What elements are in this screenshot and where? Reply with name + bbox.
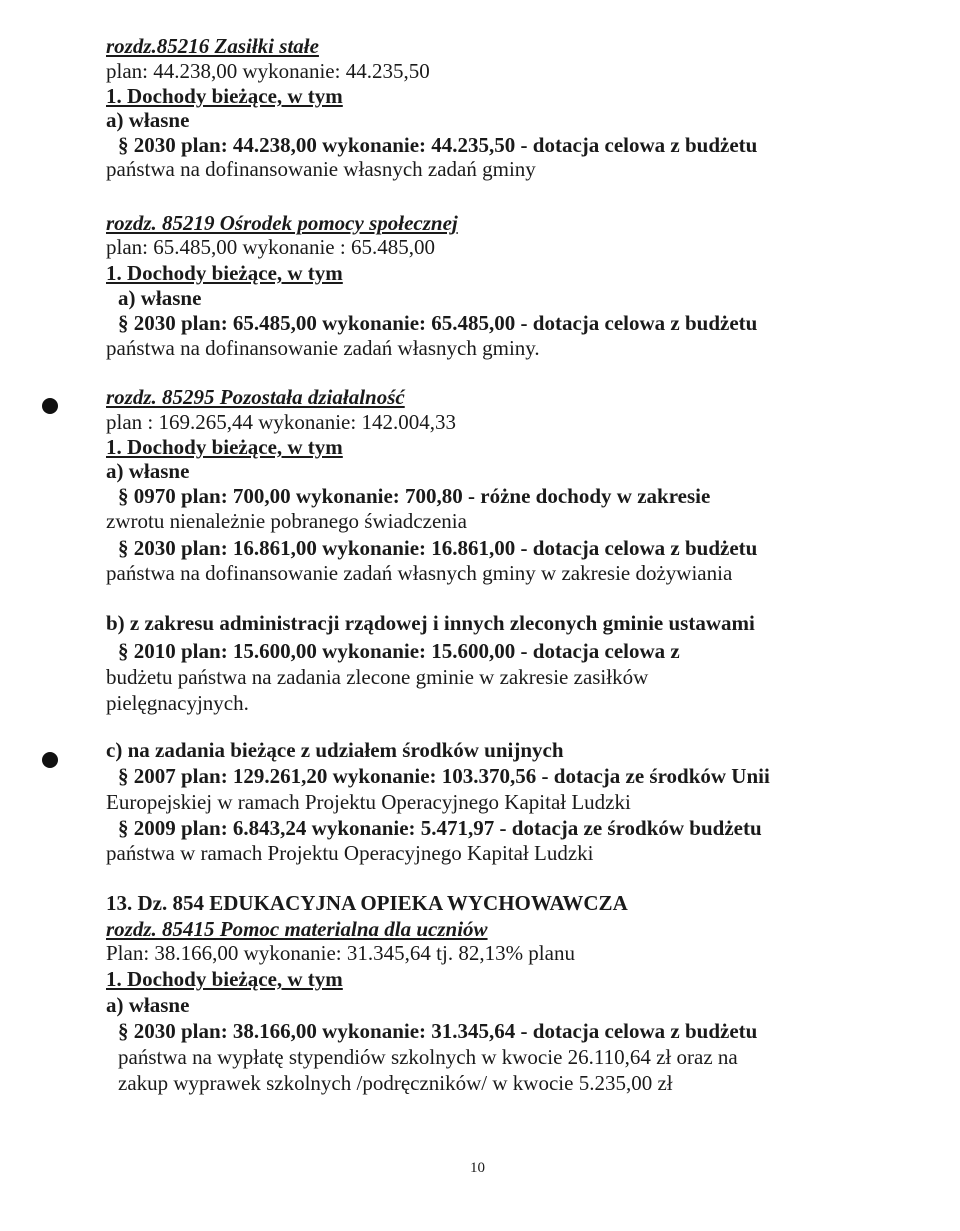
section-heading: rozdz. 85219 Ośrodek pomocy społecznej bbox=[106, 211, 458, 235]
paragraph-cont: zwrotu nienależnie pobranego świadczenia bbox=[106, 509, 467, 533]
subsection-heading: b) z zakresu administracji rządowej i innych zleconych gminie ustawami bbox=[106, 611, 755, 635]
page-number: 10 bbox=[470, 1160, 485, 1176]
paragraph-line: § 2007 plan: 129.261,20 wykonanie: 103.370,56 - dotacja ze środków Unii bbox=[118, 764, 770, 788]
paragraph-line: § 2030 plan: 65.485,00 wykonanie: 65.485,00 - dotacja celowa z budżetu bbox=[118, 311, 758, 335]
plan-line: Plan: 38.166,00 wykonanie: 31.345,64 tj. 82,13% planu bbox=[106, 941, 575, 965]
chapter-heading: 13. Dz. 854 EDUKACYJNA OPIEKA WYCHOWAWCZA bbox=[106, 891, 628, 915]
paragraph-cont: państwa w ramach Projektu Operacyjnego Kapitał Ludzki bbox=[106, 841, 594, 865]
income-heading: 1. Dochody bieżące, w tym bbox=[106, 435, 343, 459]
plan-line: plan: 44.238,00 wykonanie: 44.235,50 bbox=[106, 59, 430, 83]
paragraph-line: § 2010 plan: 15.600,00 wykonanie: 15.600,00 - dotacja celowa z bbox=[118, 639, 680, 663]
plan-line: plan : 169.265,44 wykonanie: 142.004,33 bbox=[106, 410, 456, 434]
paragraph-cont: zakup wyprawek szkolnych /podręczników/ w kwocie 5.235,00 zł bbox=[118, 1071, 673, 1095]
punch-hole-bottom bbox=[42, 752, 58, 768]
section-heading: rozdz. 85295 Pozostała działalność bbox=[106, 385, 405, 409]
plan-line: plan: 65.485,00 wykonanie : 65.485,00 bbox=[106, 235, 435, 259]
section-heading: rozdz. 85415 Pomoc materialna dla uczniów bbox=[106, 917, 488, 941]
paragraph-line: § 2030 plan: 38.166,00 wykonanie: 31.345,64 - dotacja celowa z budżetu bbox=[118, 1019, 758, 1043]
subsection-heading: c) na zadania bieżące z udziałem środków unijnych bbox=[106, 738, 564, 762]
paragraph-cont: państwa na dofinansowanie zadań własnych gminy. bbox=[106, 336, 540, 360]
income-heading: 1. Dochody bieżące, w tym bbox=[106, 84, 343, 108]
paragraph-cont: pielęgnacyjnych. bbox=[106, 691, 249, 715]
paragraph-line: § 2009 plan: 6.843,24 wykonanie: 5.471,97 - dotacja ze środków budżetu bbox=[118, 816, 762, 840]
income-heading: 1. Dochody bieżące, w tym bbox=[106, 261, 343, 285]
punch-hole-top bbox=[42, 398, 58, 414]
own-income-label: a) własne bbox=[106, 993, 190, 1017]
paragraph-cont: państwa na dofinansowanie zadań własnych gminy w zakresie dożywiania bbox=[106, 561, 733, 585]
paragraph-line: § 2030 plan: 44.238,00 wykonanie: 44.235,50 - dotacja celowa z budżetu bbox=[118, 133, 758, 157]
income-heading: 1. Dochody bieżące, w tym bbox=[106, 967, 343, 991]
own-income-label: a) własne bbox=[106, 459, 190, 483]
own-income-label: a) własne bbox=[118, 286, 202, 310]
own-income-label: a) własne bbox=[106, 108, 190, 132]
paragraph-cont: państwa na wypłatę stypendiów szkolnych w kwocie 26.110,64 zł oraz na bbox=[118, 1045, 738, 1069]
paragraph-cont: Europejskiej w ramach Projektu Operacyjnego Kapitał Ludzki bbox=[106, 790, 631, 814]
section-heading: rozdz.85216 Zasiłki stałe bbox=[106, 34, 319, 58]
paragraph-line: § 0970 plan: 700,00 wykonanie: 700,80 - różne dochody w zakresie bbox=[118, 484, 711, 508]
paragraph-cont: budżetu państwa na zadania zlecone gminie w zakresie zasiłków bbox=[106, 665, 649, 689]
paragraph-cont: państwa na dofinansowanie własnych zadań gminy bbox=[106, 157, 536, 181]
paragraph-line: § 2030 plan: 16.861,00 wykonanie: 16.861,00 - dotacja celowa z budżetu bbox=[118, 536, 758, 560]
